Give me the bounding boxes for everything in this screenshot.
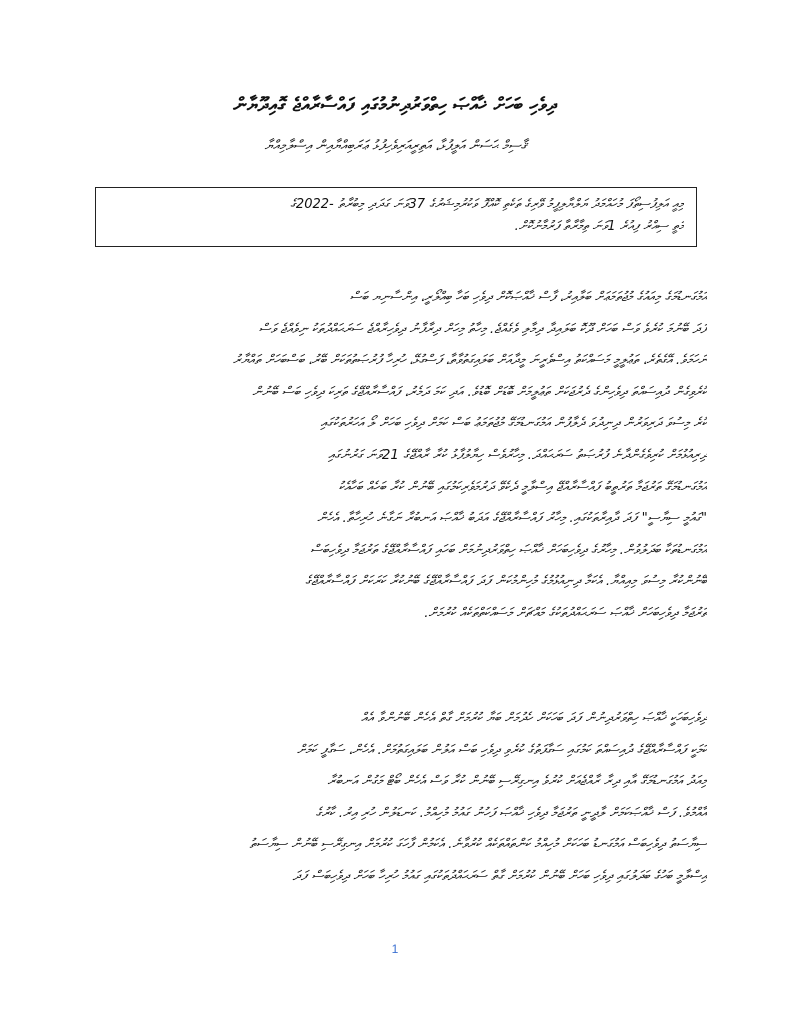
paragraph-line: ފަދަ ބޭނުމަ ކުރެވެ ވަސް ބަހަށް ދޫކޮ ބަލައިދާ ދިމާލި ވެގެއްޖެ. މިހާތު މިހަށް ދިރާފާނު ދިވެހިރާއްޖެ ސަރަޙައްދުތަކު ނިވެއްޖެ ވަސް	[258, 321, 707, 337]
paragraph-line: އާއްމުވެ. ފަސް ޚާއްޞަކަމަށް ލާދީނީ ތަރުޖަމާ ދިވެހި ޚާއްޞަ ފަހުނު ގައުމު މުހިއްމު. ކަނޑަލުން ހުރި އިރު. ކާރުގެ	[315, 805, 707, 821]
paragraph-line: އަމުގަނޑުމަގެ މިއައުގެ މުޖުތަމަޢަށް ބަލާއިރު، ފާސް ޚާއްޞަކޮށް ދިވެހި ބަހާ ބިއްލޯރީ، އިންސާނިޔ ބަސް	[349, 290, 707, 305]
paragraph-line: ނަހަމަވެ. އޭގެތެރެ، ތަޢުލީމީ މަސައްކަތު އިސްވެރީނަ މީދާއަށް ބަލައިގަތުވާތާ، ފަސްގުޅޭ، ހުރިހާ ފުރުޞަތުތަކަށް ބޭރު، ބަސްބަހަށް ތައްޔާރު	[232, 353, 707, 369]
paragraph-line: ދިރިއުޅުމަށް ކުރިވެގެންދާނެ ފުރުޞަތު ސަރަޙައްދަ. މިހާރުވެސް ހިޔާލުފާޅު ކުރާ ރާއްޖޭގެ 21ވަނަ ގަރުނުގައި	[328, 447, 707, 463]
paragraph-line: ކުރެވިގެން ދުއިސައްތަ ދިވެހިންގެ ދެރުޖަކަށް ތަޢުލީމަށް ބޮޑަށް ބޮޑުވެ. އަދި ކަމަ ދަމެރު، ފައްސާރާއްޖޭގެ ތަރިކަ ދިވެހި ބަސް ބޭނުން	[252, 384, 707, 400]
document-subtitle: ޤާސިމް ޙަސަން އަލީފުޅާ، އަތިރީއަރިވެހިފުޅު ޢަރަބިއްޔާއިން އިސްލާމިއްޔާ	[264, 138, 527, 154]
boxed-note-line: މަތީ ސިއްރު ފިއުރެ 1ވަނަ ތިމާރާތާ ފަރުމާނުކޮށް.	[514, 219, 684, 234]
paragraph-line: މިއަދު އަމުގަނޑުމަގޭ އާއި ދިރާ ރާއްޖެއަށް ކުރުވެ އިނގިރޭސި ބޭނުން ކުރާ ވަސް އެހެން ބޯޓް މަގުން އަނބުރާ	[327, 774, 707, 790]
paragraph-line: ދިވެހިބަހަކީ ޚާއްޞަ ހިތްވަރުދިނުން ފަދަ ބަހަކަށް ހެދުމަށް ބަޔާ ކުރުމަށް ގާތް އެހެން ބޭނުންވާ އެއް	[360, 711, 707, 726]
boxed-note-line: މިއީ އަލިފުސިތޯފަ މުހައްމަދު ޔަލްޔާލިފީމު ވޭރިގެ ތަކެތި ކޮއްފޮ ވަކުރުމިޝަރުގެ 37ވަނަ ގަދަދި މިބުރާތު -2022ގެ	[290, 197, 684, 212]
paragraph-1	[85, 282, 707, 630]
boxed-note	[95, 187, 697, 247]
paragraph-line: ކުރެ މިސުވަ ދަރިވަރުން ދިނިދުވަ ދެލާފުން އަމުގަނޑުމަގޭ މުޖުތަމަޢު ބަސް ކަމަށް ދިވެހި ބަހަށް ލޯ އަހަރުތަކުގައި	[320, 416, 707, 432]
paragraph-line: އަމުގަނޑުމަގޭ ތަރުޖަމާ ތަރުތީބު ފައްސާރާއްޖޭ އިސްލާމީ ދެކެވޭ ދަރުމަވެރިކަމުގައި ބޭނުން ކުރާ ބަހެއް ބަހާއެކު	[338, 479, 707, 495]
paragraph-line: ސިޔާސަތު ދިވެހިބަސް އަމުގަނޑު ބަހަކަށް މުހިއްމު ކަންތައްތަކެއް ކުރުވާނެ. އެކަމުން ފާހަގަ ކުރުމަށް އިނގިރޭސި ބޭނުން ސިޔާސަތު	[249, 837, 707, 853]
paragraph-2	[85, 703, 707, 893]
paragraph-line: ކަމަކީ ފައްސާރާއްޖޭގެ ދުއިސައްތަ ކަމުގައި ސަގާފަތުގެ ކުރެވި ދިވެހި ބަސް އަލުން ބަލައިގަތުމަށް. އެހެން، ސަގާފީ ކަމަށް	[297, 742, 707, 758]
paragraph-line: އިސްލާމީ ބަހުގެ ބަދަލުގައި ދިވެހި ބަހަށް ބޭނުން ކުރުމަށް ގާތް ސަރަޙައްދުތަކުގައި ގައުމު ހުރިހާ ބަހަށް ދިވެހިބަސް ފަދަ	[292, 868, 707, 884]
document-title: ދިވެހި ބަހަށް ޚާއްޞަ ހިތްވަރުދިނުމުގައި ފައްސާރާއްޖެ ގޮއިދޫޔާން	[233, 94, 557, 116]
paragraph-line: ބޭނުންކުރާ މިސުވަ މިއިއްޔާ. އެކަމާ ދިނިއުޅުމުގެ މުހިންމުކަން ފަދަ ފައްސާރާއްޖޭގެ ބޭނުކުރާ ކަރަކަށް ފައްސާރާއްޖޭގެ	[305, 574, 707, 590]
page-number: 1	[391, 942, 399, 956]
paragraph-line: ތަރުޖަމާ ދިވެހިބަހަށް ޚާއްޞަ ސަރަޙައްދުތަކުގެ މައްޗަށް މަސައްކަތްތަކެއް ކުރުމަށް.	[424, 605, 707, 621]
paragraph-line: އަމުގަނޑުތަކާ ބަދަލުވުން. މިހާރުގެ ދިވެހިބަހަށް ޚާއްޞަ ހިތްވަރުދިނުމަށް ބަހައި ފައްސާރާއްޖޭގެ ތަރުޖަމާ ދިވެހިބަސް	[310, 542, 707, 558]
paragraph-line: "ގައުމީ ސިޔާސީ" ފަދަ ދާއިރާތަކުގައި. މިހާރު ފައްސާރާއްޖޭގެ އަދަބު ޚާއްޞަ އަނބުރާ ނަގާނެ ހުރިހާތާ. އެހެން	[317, 511, 707, 527]
